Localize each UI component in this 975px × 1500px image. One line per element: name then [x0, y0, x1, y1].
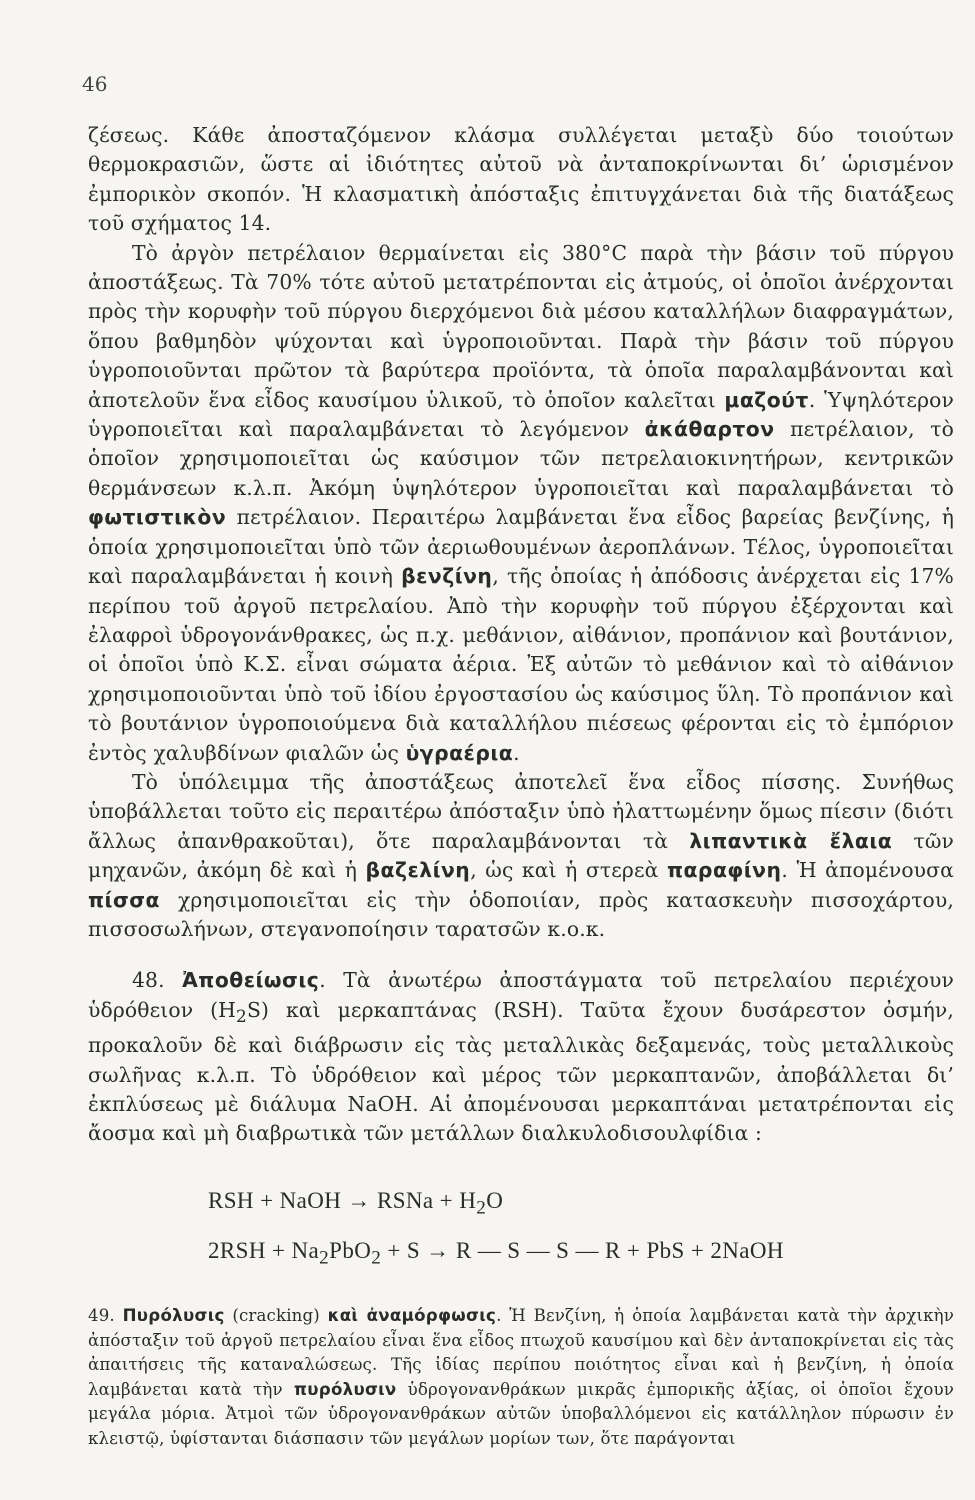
page-number: 46 — [82, 72, 108, 96]
equation-2: $2RSH + Na_2PbO_2 + S \to R$ — S — S — R + PbS + 2NaOH — [208, 1238, 784, 1270]
main-text — [88, 121, 954, 1452]
term-pissa: πίσσα — [88, 887, 160, 912]
section-48-title: Ἀποθείωσις — [182, 968, 320, 993]
arrow-icon: → — [347, 1187, 371, 1213]
section-49: 49. Πυρόλυσις (cracking) καὶ ἀναμόρφωσις. Ἡ Βενζίνη, ἡ ὁποία λαμβάνεται κατὰ τὴν ἀρχικὴν ἀπόσταξιν τοῦ ἀργοῦ πετρελαίου εἶναι ἕνα εἶδος πτωχοῦ καυσίμου καὶ δὲν ἀνταποκρίνεται εἰς τὰς ἀπαιτήσεις τῆς καταναλώσεως. Τῆς ἰδίας περίπου ποιότητος εἶναι καὶ ἡ βενζίνη, ἡ ὁποία λαμβάνεται κατὰ τὴν πυρόλυσιν ὑδρογονανθράκων μικρᾶς ἐμπορικῆς ἀξίας, οἱ ὁποῖοι ἔχουν μεγάλα μόρια. Ἀτμοὶ τῶν ὑδρογονανθράκων αὐτῶν ὑποβαλλόμενοι εἰς κατάλληλον πύρωσιν ἐν κλειστῷ, ὑφίστανται διάσπασιν τῶν μεγάλων μορίων των, ὅτε παράγονται — [88, 1306, 955, 1449]
term-parafini: παραφίνη — [666, 858, 782, 883]
section-48-number: 48. — [132, 968, 165, 993]
section-49-number: 49. — [88, 1306, 115, 1326]
paragraph-1: ζέσεως. Κάθε ἀποσταζόμενον κλάσμα συλλέγεται μεταξὺ δύο τοιούτων θερμοκρασιῶν, ὥστε αἱ ἰδιότητες αὐτοῦ νὰ ἀνταποκρίνωνται δι’ ὡρισμένον ἐμπορικὸν σκοπόν. Ἡ κλασματικὴ ἀπόσταξις ἐπιτυγχάνεται διὰ τῆς διατάξεως τοῦ σχήματος 14. — [88, 123, 954, 236]
term-fotistikon: φωτιστικὸν — [88, 505, 227, 530]
term-pyrolysis: πυρόλυσιν — [293, 1379, 397, 1399]
term-lipantika: λιπαντικὰ ἔλαια — [689, 828, 893, 853]
arrow-icon: → — [426, 1238, 450, 1264]
term-venzini: βενζίνη — [401, 564, 493, 589]
chemical-equations — [88, 1179, 954, 1280]
term-mazout: μαζούτ — [724, 387, 809, 412]
section-49-title: Πυρόλυσις — [122, 1306, 225, 1326]
equation-1: RSH + NaOH → RSNa + $H_2O$ — [208, 1187, 504, 1219]
paragraph-3: Τὸ ὑπόλειμμα τῆς ἀποστάξεως ἀποτελεῖ ἕνα εἶδος πίσσης. Συνήθως ὑποβάλλεται τοῦτο εἰς περαιτέρω ἀπόσταξιν ὑπὸ ἠλαττωμένην ὅμως πίεσιν (διότι ἄλλως ἀπανθρακοῦται), ὅτε παραλαμβάνονται τὰ λιπαντικὰ ἔλαια τῶν μηχανῶν, ἀκόμη δὲ καὶ ἡ βαζελίνη, ὡς καὶ ἡ στερεὰ παραφίνη. Ἡ ἀπομένουσα πίσσα χρησιμοποιεῖται εἰς τὴν ὁδοποιίαν, πρὸς κατασκευὴν πισσοχάρτου, πισσοσωλήνων, στεγανοποίησιν ταρατσῶν κ.ο.κ. — [88, 769, 954, 941]
term-vazelini: βαζελίνη — [365, 858, 471, 883]
term-akatharton: ἀκάθαρτον — [644, 417, 775, 442]
term-ygraeria: ὑγραέρια — [405, 740, 514, 765]
section-49-title-b: καὶ ἀναμόρφωσις — [327, 1306, 497, 1326]
section-48: 48. Ἀποθείωσις. Τὰ ἀνωτέρω ἀποστάγματα τοῦ πετρελαίου περιέχουν ὑδρόθειον $(H_2S)$ καὶ μερκαπτάνας (RSH). Ταῦτα ἔχουν δυσάρεστον ὀσμήν, προκαλοῦν δὲ καὶ διάβρωσιν εἰς τὰς μεταλλικὰς δεξαμενάς, τοὺς μεταλλικοὺς σωλῆνας κ.λ.π. Τὸ ὑδρόθειον καὶ μέρος τῶν μερκαπτανῶν, ἀποβάλλεται δι’ ἐκπλύσεως μὲ διάλυμα NaOH. Αἱ ἀπομένουσαι μερκαπτάναι μετατρέπονται εἰς ἄοσμα καὶ μὴ διαβρωτικὰ τῶν μετάλλων διαλκυλοδισουλφίδια : — [88, 968, 955, 1146]
paragraph-2: Τὸ ἀργὸν πετρέλαιον θερμαίνεται εἰς 380°C παρὰ τὴν βάσιν τοῦ πύργου ἀποστάξεως. Τὰ 70% τότε αὐτοῦ μετατρέπονται εἰς ἀτμούς, οἱ ὁποῖοι ἀνέρχονται πρὸς τὴν κορυφὴν τοῦ πύργου διερχόμενοι διὰ μέσου καταλλήλων διαφραγμάτων, ὅπου βαθμηδὸν ψύχονται καὶ ὑγροποιοῦνται. Παρὰ τὴν βάσιν τοῦ πύργου ὑγροποιοῦνται πρῶτον τὰ βαρύτερα προϊόντα, τὰ ὁποῖα παραλαμβάνονται καὶ ἀποτελοῦν ἕνα εἶδος καυσίμου ὑλικοῦ, τὸ ὁποῖον καλεῖται μαζούτ. Ὑψηλότερον ὑγροποιεῖται καὶ παραλαμβάνεται τὸ λεγόμενον ἀκάθαρτον πετρέλαιον, τὸ ὁποῖον χρησιμοποιεῖται ὡς καύσιμον τῶν πετρελαιοκινητήρων, κεντρικῶν θερμάνσεων κ.λ.π. Ἀκόμη ὑψηλότερον ὑγροποιεῖται καὶ παραλαμβάνεται τὸ φωτιστικὸν πετρέλαιον. Περαιτέρω λαμβάνεται ἕνα εἶδος βαρείας βενζίνης, ἡ ὁποία χρησιμοποιεῖται ὑπὸ τῶν ἀεριωθουμένων ἀεροπλάνων. Τέλος, ὑγροποιεῖται καὶ παραλαμβάνεται ἡ κοινὴ βενζίνη, τῆς ὁποίας ἡ ἀπόδοσις ἀνέρχεται εἰς 17% περίπου τοῦ ἀργοῦ πετρελαίου. Ἀπὸ τὴν κορυφὴν τοῦ πύργου ἐξέρχονται καὶ ἐλαφροὶ ὑδρογονάνθρακες, ὡς π.χ. μεθάνιον, αἰθάνιον, προπάνιον καὶ βουτάνιον, οἱ ὁποῖοι ὑπὸ Κ.Σ. εἶναι σώματα ἀέρια. Ἐξ αὐτῶν τὸ μεθάνιον καὶ τὸ αἰθάνιον χρησιμοποιοῦνται ὑπὸ τοῦ ἰδίου ἐργοστασίου ὡς καύσιμος ὕλη. Τὸ προπάνιον καὶ τὸ βουτάνιον ὑγροποιούμενα διὰ καταλλήλου πιέσεως φέρονται εἰς τὸ ἐμπόριον ἐντὸς χαλυβδίνων φιαλῶν ὡς ὑγραέρια. — [88, 240, 955, 765]
